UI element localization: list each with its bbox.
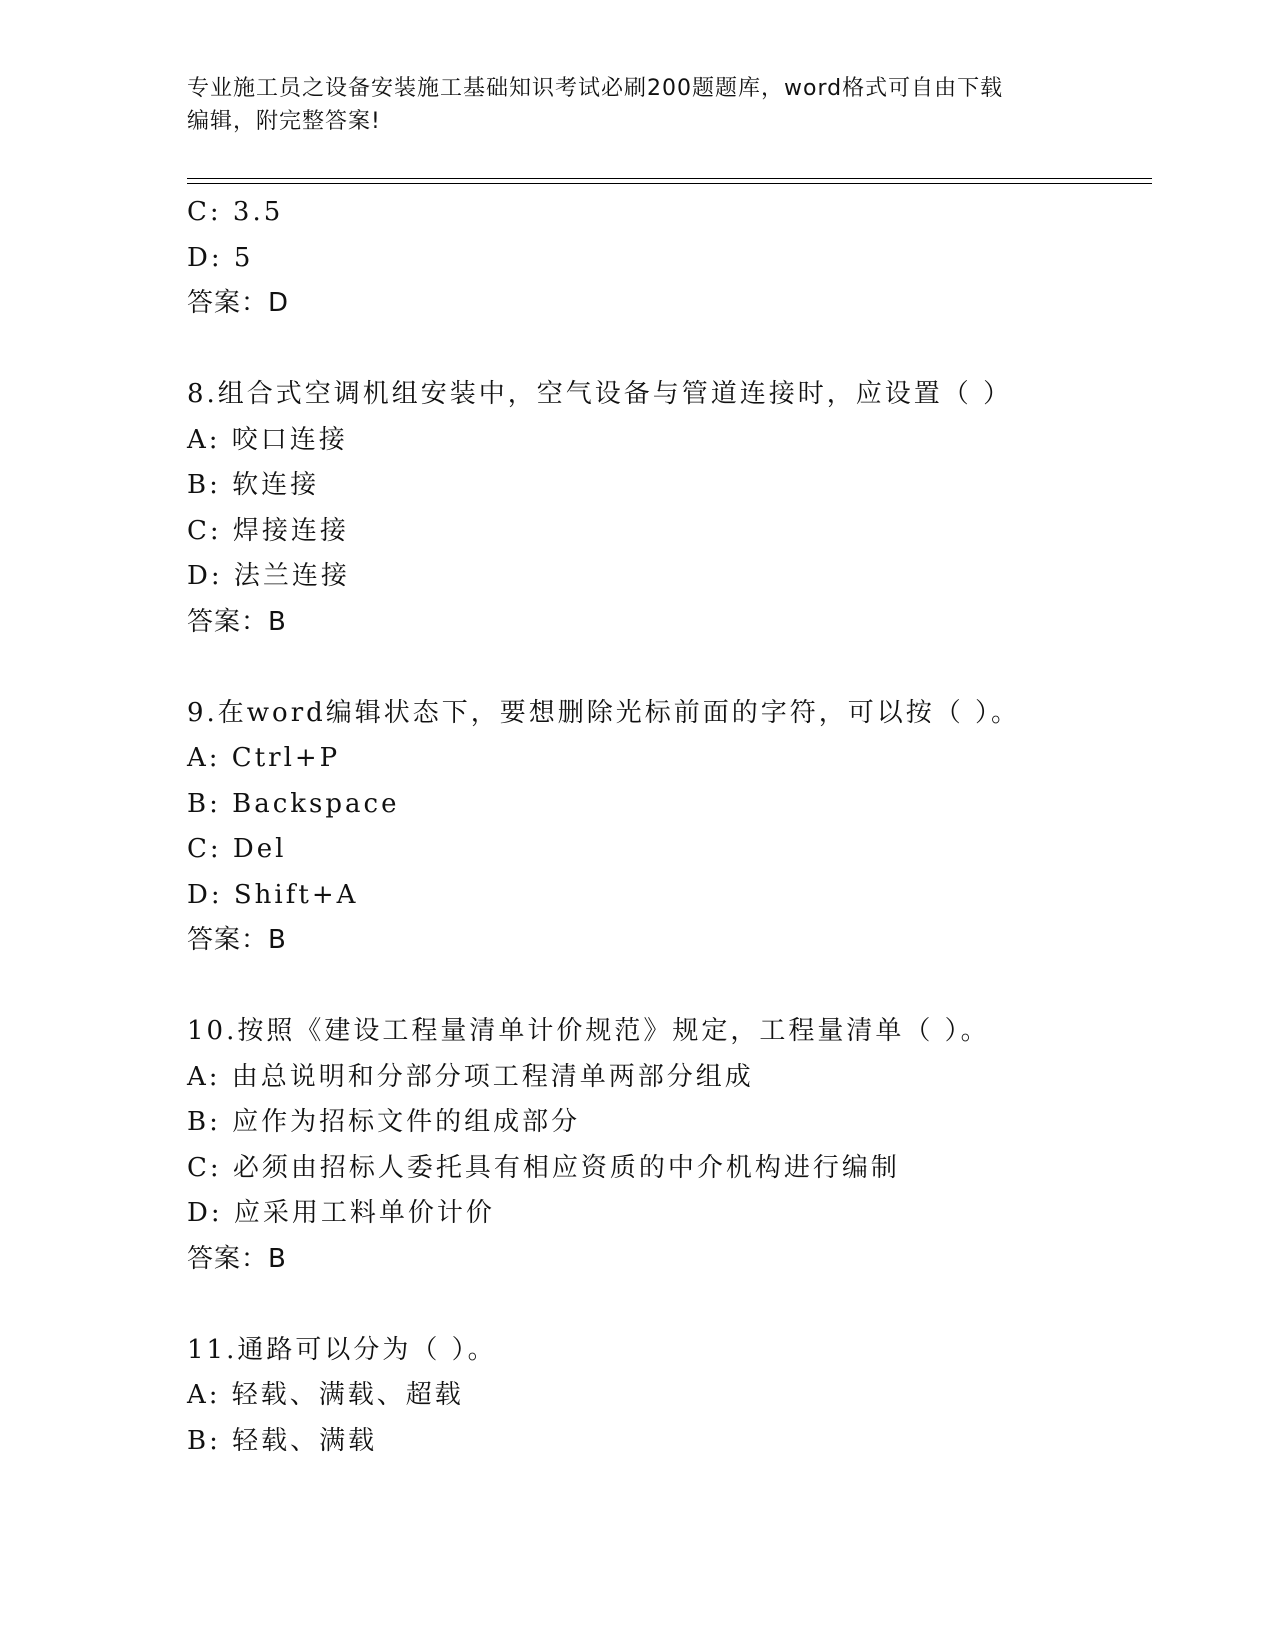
spacer: [187, 1282, 1167, 1328]
answer: 答案：D: [187, 288, 290, 318]
option-a: A: 轻载、满载、超载: [187, 1380, 464, 1410]
question-stem: 11.通路可以分为（ ）。: [187, 1334, 497, 1365]
document-header: [187, 72, 1067, 138]
option-b: B: Backspace: [187, 788, 400, 819]
option-b: B: 轻载、满载: [187, 1425, 378, 1456]
header-divider-top: [187, 178, 1152, 179]
option-a: A: Ctrl+P: [187, 743, 341, 773]
question-list: [187, 190, 1167, 1464]
question-8: [187, 372, 1167, 645]
option-a: A: 由总说明和分部分项工程清单两部分组成: [187, 1061, 754, 1092]
option-c: C: 焊接连接: [187, 515, 349, 546]
answer: 答案：B: [187, 606, 287, 637]
header-title-line-2: 编辑，附完整答案!: [187, 109, 381, 134]
option-a: A: 咬口连接: [187, 424, 348, 455]
question-stem: 8.组合式空调机组安装中，空气设备与管道连接时，应设置（ ）: [187, 379, 1013, 409]
question-10: [187, 1009, 1167, 1282]
spacer: [187, 645, 1167, 691]
option-c: C: Del: [187, 834, 287, 864]
header-title-line-1: 专业施工员之设备安装施工基础知识考试必刷200题题库，word格式可自由下载: [187, 76, 1004, 101]
header-divider-bottom: [187, 183, 1152, 184]
option-d: D: 法兰连接: [187, 561, 350, 591]
spacer: [187, 964, 1167, 1010]
option-d: D: Shift+A: [187, 879, 359, 910]
spacer: [187, 327, 1167, 373]
question-7-continued: [187, 190, 1167, 327]
question-11: [187, 1328, 1167, 1465]
question-stem: 9.在word编辑状态下，要想删除光标前面的字符，可以按（ ）。: [187, 697, 1021, 728]
answer: 答案：B: [187, 1243, 287, 1274]
question-stem: 10.按照《建设工程量清单计价规范》规定，工程量清单（ ）。: [187, 1016, 990, 1046]
option-b: B: 应作为招标文件的组成部分: [187, 1107, 581, 1137]
option-c: C: 必须由招标人委托具有相应资质的中介机构进行编制: [187, 1152, 900, 1183]
option-b: B: 软连接: [187, 470, 320, 500]
option-d: D: 应采用工料单价计价: [187, 1198, 495, 1228]
question-9: [187, 691, 1167, 964]
answer: 答案：B: [187, 925, 287, 955]
option-d: D: 5: [187, 242, 254, 273]
option-c: C: 3.5: [187, 197, 284, 227]
